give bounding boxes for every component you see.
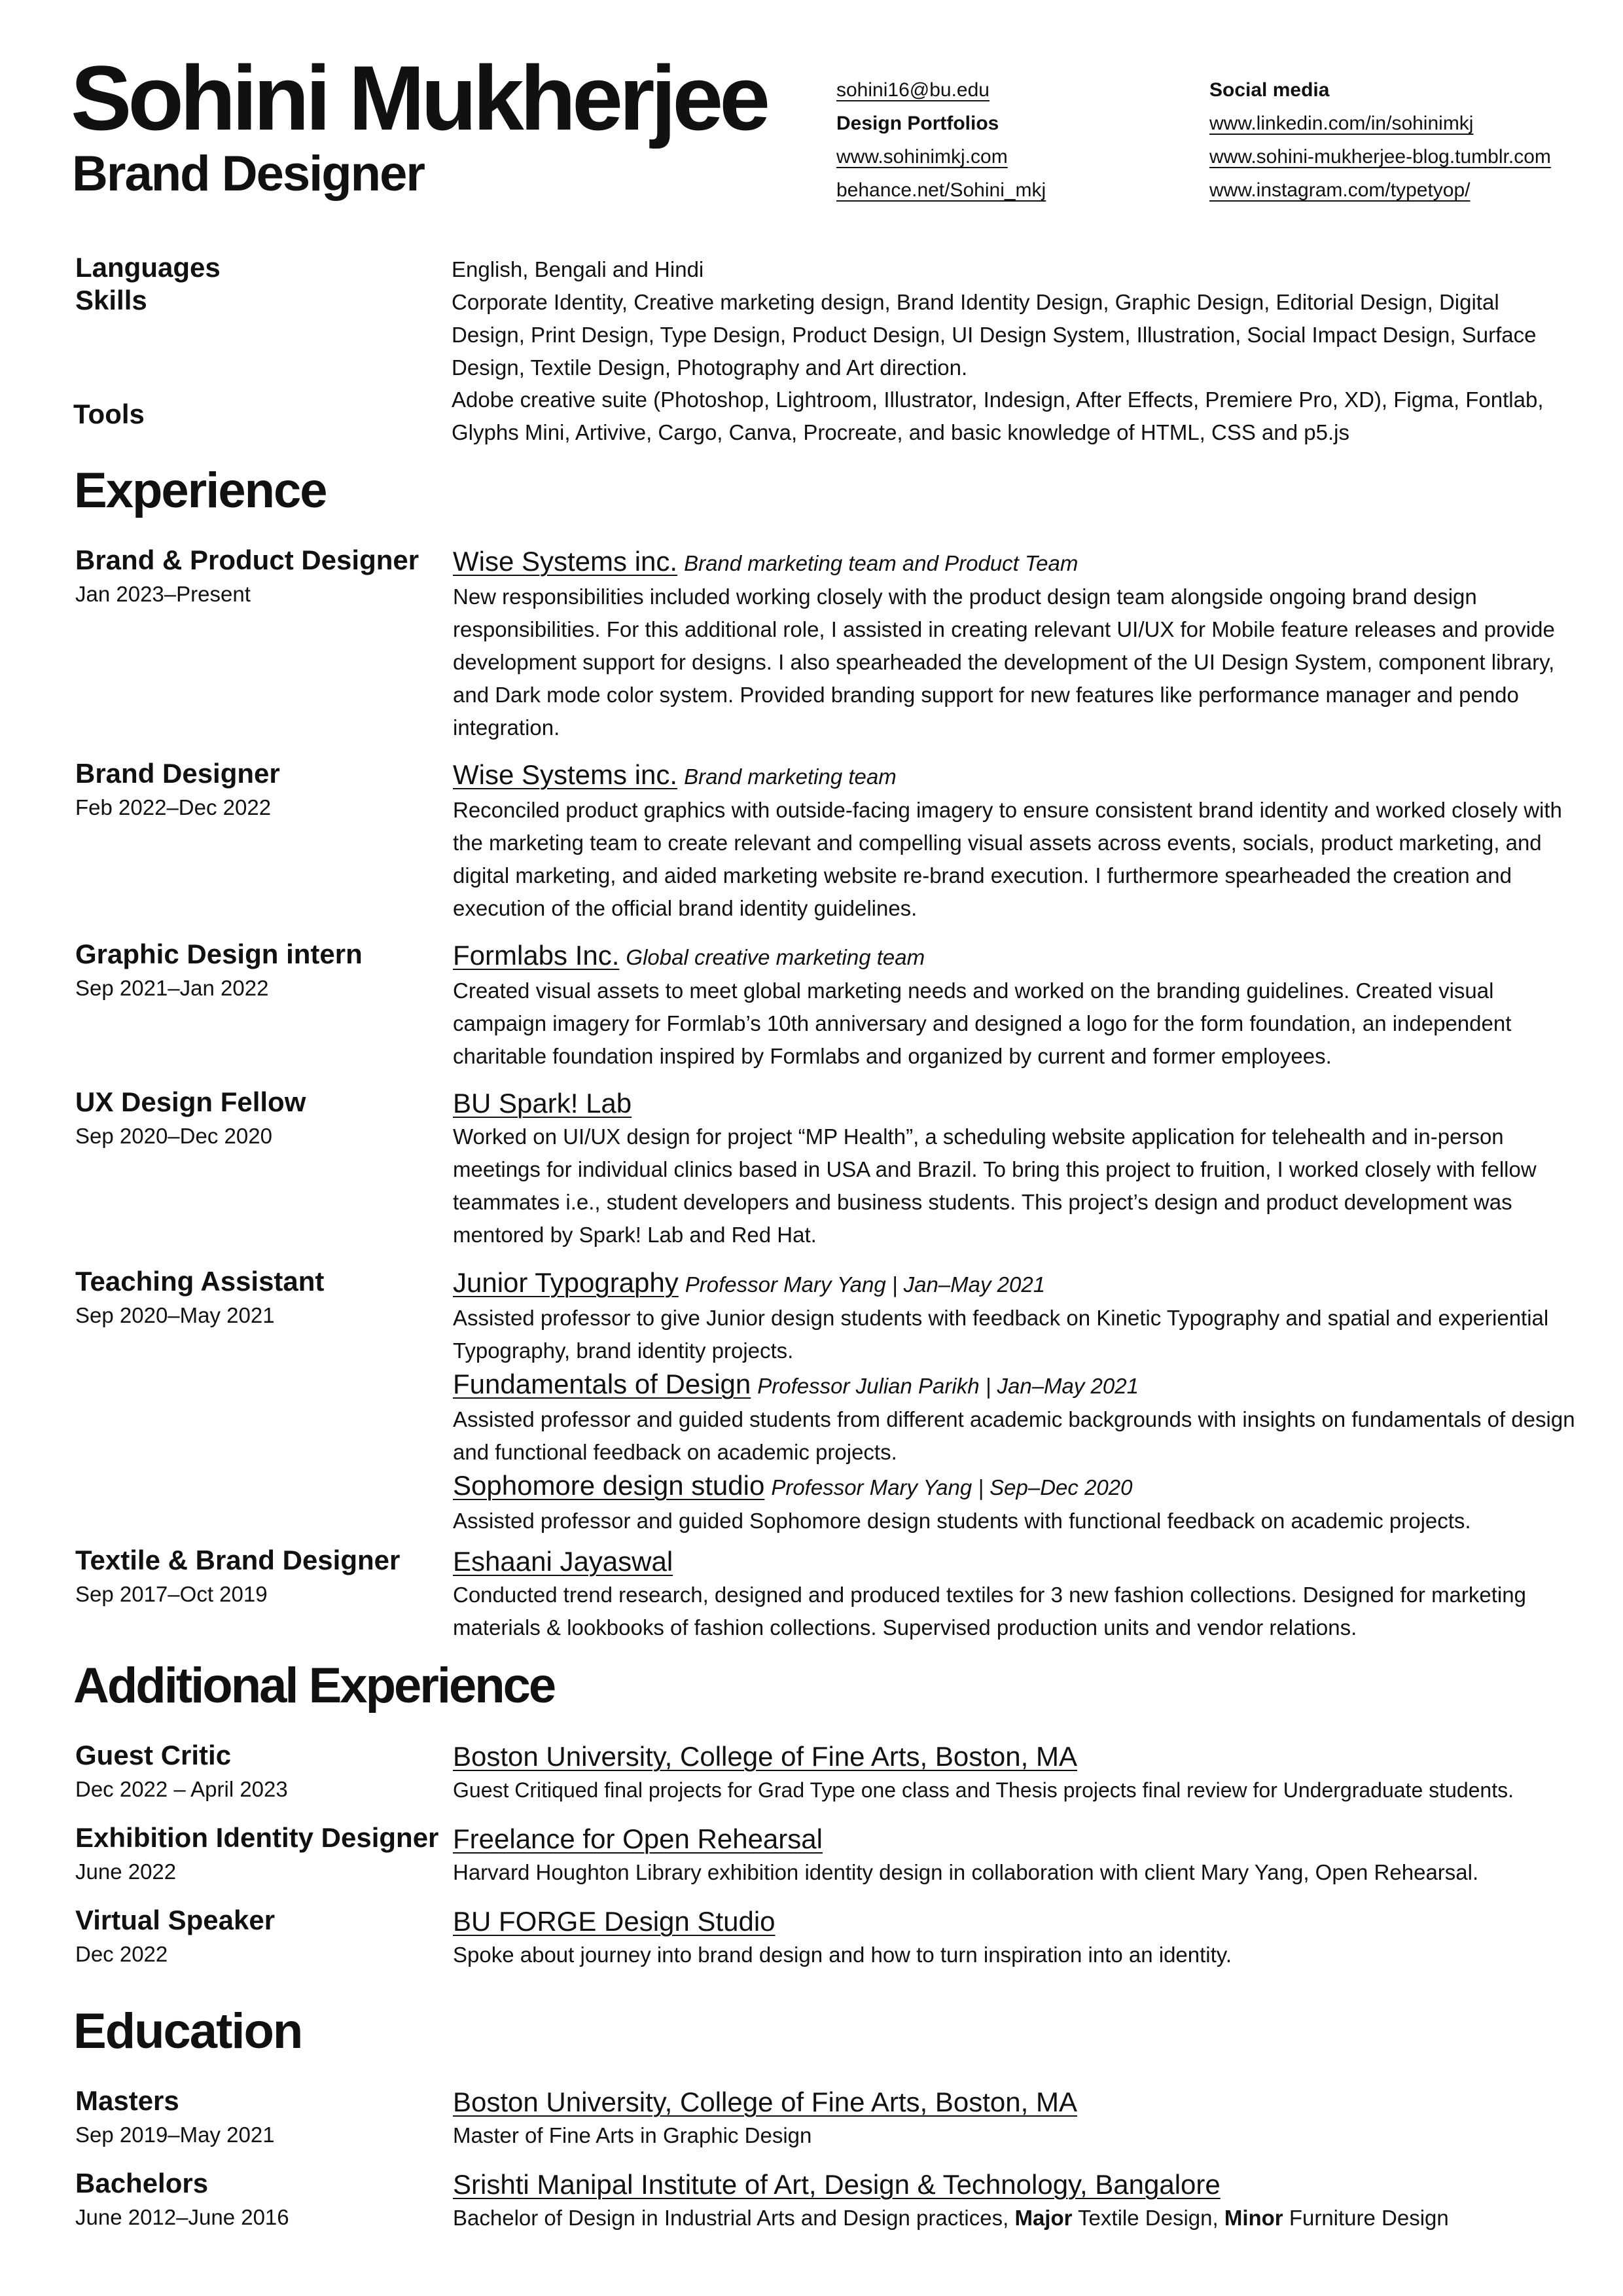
job-date: Sep 2017–Oct 2019 (75, 1582, 268, 1606)
job-title: UX Design Fellow (75, 1086, 306, 1117)
resume-role: Brand Designer (72, 146, 424, 202)
tools-label: Tools (73, 399, 145, 429)
job-title: Teaching Assistant (75, 1266, 325, 1297)
team-label: Global creative marketing team (626, 945, 925, 969)
organization-link[interactable]: BU FORGE Design Studio (453, 1906, 776, 1937)
degree-date: Sep 2019–May 2021 (75, 2123, 275, 2147)
employer-link[interactable]: Wise Systems inc. (453, 759, 678, 790)
degree-date: June 2012–June 2016 (75, 2205, 289, 2229)
job-title: Brand Designer (75, 758, 280, 789)
tumblr-link[interactable]: www.sohini-mukherjee-blog.tumblr.com (1209, 146, 1551, 168)
job-description: New responsibilities included working closely with the product design team alongside ongoing brand design responsibilities. For this additional role, I assisted in creating relevant UI/UX for Mobile feature releases and provide development support for designs. I also spearheaded the development of the UI Design System, component library, and Dark mode color system. Provided branding support for new features like performance manager and pendo integration. (453, 584, 1555, 740)
degree-description: Master of Fine Arts in Graphic Design (453, 2123, 812, 2147)
contact-column-left (836, 73, 1046, 207)
job-title: Graphic Design intern (75, 939, 363, 969)
instagram-link[interactable]: www.instagram.com/typetyop/ (1209, 179, 1471, 201)
email-link[interactable]: sohini16@bu.edu (836, 79, 990, 101)
minor-value: Furniture Design (1289, 2206, 1449, 2230)
contact-column-right (1209, 73, 1551, 207)
major-label: Major (1014, 2206, 1073, 2230)
role-date: Dec 2022 (75, 1942, 168, 1966)
school-link[interactable]: Boston University, College of Fine Arts, Boston, MA (453, 2087, 1077, 2117)
degree-title: Masters (75, 2085, 179, 2116)
job-date: Sep 2020–Dec 2020 (75, 1124, 272, 1148)
course-detail: Professor Mary Yang | Sep–Dec 2020 (771, 1475, 1133, 1499)
social-label: Social media (1209, 79, 1330, 101)
course-description: Assisted professor and guided students from different academic backgrounds with insights on fundamentals of design and functional feedback on academic projects. (453, 1407, 1575, 1464)
role-description: Harvard Houghton Library exhibition identity design in collaboration with client Mary Yang, Open Rehearsal. (453, 1860, 1479, 1884)
job-date: Jan 2023–Present (75, 582, 251, 606)
portfolio-link-2[interactable]: behance.net/Sohini_mkj (836, 179, 1046, 201)
languages-label: Languages (75, 252, 221, 283)
course-detail: Professor Mary Yang | Jan–May 2021 (685, 1272, 1046, 1297)
employer-link[interactable]: BU Spark! Lab (453, 1088, 632, 1119)
role-title: Guest Critic (75, 1740, 232, 1770)
role-date: Dec 2022 – April 2023 (75, 1777, 288, 1801)
course-description: Assisted professor and guided Sophomore design students with functional feedback on academic projects. (453, 1509, 1471, 1533)
job-description: Reconciled product graphics with outside-facing imagery to ensure consistent brand identity and worked closely with the marketing team to create relevant and compelling visual assets across events, socials, product marketing, and digital marketing, and aided marketing website re-brand execution. I furthermore spearheaded the creation and execution of the official brand identity guidelines. (453, 798, 1562, 920)
skills-value: Corporate Identity, Creative marketing design, Brand Identity Design, Graphic Design, Editorial Design, Digital Design, Print Design, Type Design, Product Design, UI Design System, Illustration, Social Impact Design, Surface Design, Textile Design, Photography and Art direction. (452, 290, 1537, 380)
role-description: Spoke about journey into brand design and how to turn inspiration into an identity. (453, 1943, 1232, 1967)
organization-link[interactable]: Freelance for Open Rehearsal (453, 1823, 823, 1854)
team-label: Brand marketing team (684, 764, 897, 789)
school-link[interactable]: Srishti Manipal Institute of Art, Design & Technology, Bangalore (453, 2169, 1221, 2200)
employer-link[interactable]: Formlabs Inc. (453, 940, 620, 971)
employer-link[interactable]: Wise Systems inc. (453, 546, 678, 577)
degree-title: Bachelors (75, 2168, 209, 2198)
organization-link[interactable]: Boston University, College of Fine Arts, Boston, MA (453, 1741, 1077, 1772)
minor-label: Minor (1224, 2206, 1283, 2230)
role-date: June 2022 (75, 1859, 177, 1884)
skills-label: Skills (75, 285, 147, 315)
job-description: Conducted trend research, designed and produced textiles for 3 new fashion collections. Designed for marketing materials & lookbooks of fashion collections. Supervised production units and vendor relations. (453, 1583, 1526, 1640)
job-date: Feb 2022–Dec 2022 (75, 795, 272, 819)
job-title: Brand & Product Designer (75, 545, 419, 575)
course-link[interactable]: Junior Typography (453, 1267, 679, 1298)
tools-value: Adobe creative suite (Photoshop, Lightroom, Illustrator, Indesign, After Effects, Premiere Pro, XD), Figma, Fontlab, Glyphs Mini, Artivive, Cargo, Canva, Procreate, and basic knowledge of HTML, CSS and p5.js (452, 387, 1544, 444)
linkedin-link[interactable]: www.linkedin.com/in/sohinimkj (1209, 113, 1474, 134)
resume-name: Sohini Mukherjee (71, 46, 767, 149)
degree-description (453, 2202, 1578, 2234)
additional-experience-heading: Additional Experience (73, 1658, 555, 1713)
role-title: Exhibition Identity Designer (75, 1822, 439, 1853)
job-date: Sep 2021–Jan 2022 (75, 976, 269, 1000)
job-description: Worked on UI/UX design for project “MP Health”, a scheduling website application for telehealth and in-person meetings for individual clinics based in USA and Brazil. To bring this project to fruition, I worked closely with fellow teammates i.e., student developers and business students. This project’s design and product development was mentored by Spark! Lab and Red Hat. (453, 1124, 1537, 1247)
course-link[interactable]: Sophomore design studio (453, 1470, 765, 1501)
role-description: Guest Critiqued final projects for Grad Type one class and Thesis projects final review for Undergraduate students. (453, 1778, 1514, 1802)
team-label: Brand marketing team and Product Team (684, 551, 1079, 575)
experience-heading: Experience (74, 463, 327, 518)
job-description: Created visual assets to meet global marketing needs and worked on the branding guidelines. Created visual campaign imagery for Formlab’s 10th anniversary and designed a logo for the form foundation, an independent charitable foundation inspired by Formlabs and organized by current and former employees. (453, 978, 1512, 1068)
course-link[interactable]: Fundamentals of Design (453, 1369, 751, 1399)
employer-link[interactable]: Eshaani Jayaswal (453, 1546, 673, 1577)
education-heading: Education (73, 2003, 302, 2059)
role-title: Virtual Speaker (75, 1905, 276, 1935)
portfolio-link-1[interactable]: www.sohinimkj.com (836, 146, 1008, 168)
job-title: Textile & Brand Designer (75, 1545, 401, 1575)
major-value: Textile Design, (1078, 2206, 1219, 2230)
course-description: Assisted professor to give Junior design students with feedback on Kinetic Typography and spatial and experiential Typography, brand identity projects. (453, 1306, 1549, 1363)
degree-text: Bachelor of Design in Industrial Arts and Design practices, (453, 2206, 1009, 2230)
course-detail: Professor Julian Parikh | Jan–May 2021 (757, 1374, 1139, 1398)
languages-value: English, Bengali and Hindi (452, 257, 704, 281)
job-date: Sep 2020–May 2021 (75, 1303, 275, 1327)
portfolios-label: Design Portfolios (836, 113, 999, 134)
